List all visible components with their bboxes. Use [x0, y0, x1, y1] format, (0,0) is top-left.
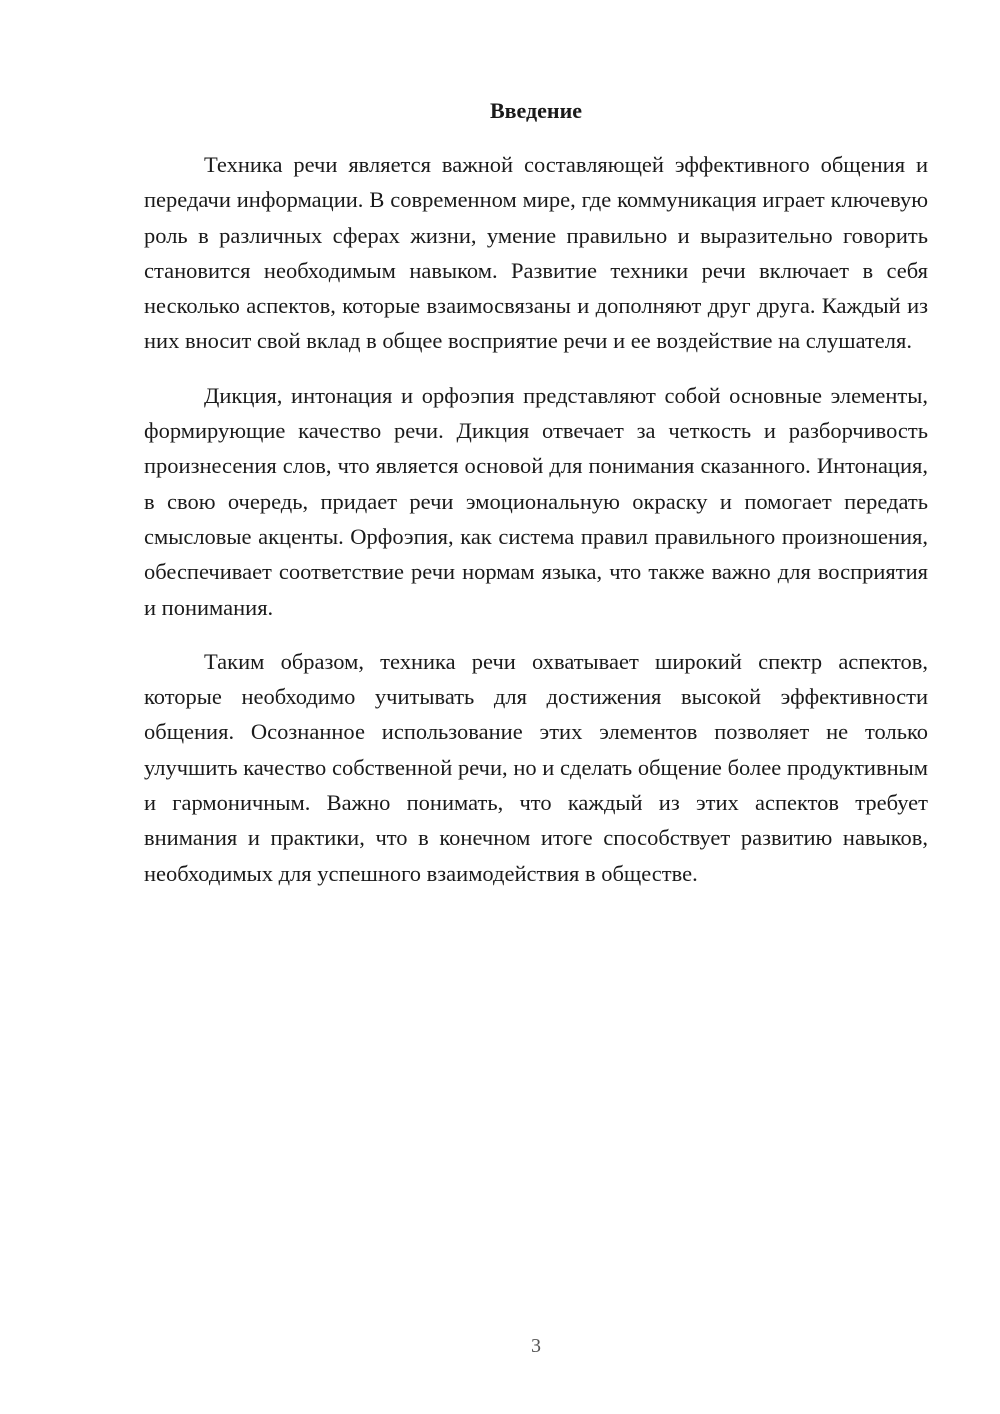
section-heading: Введение — [489, 98, 583, 123]
page-content — [144, 93, 928, 891]
paragraph-1: Техника речи является важной составляющей эффективного общения и передачи информации. В современном мире, где коммуникация играет ключевую роль в различных сферах жизни, умение правильно и выразительно говорить становится необходимым навыком. Развитие техники речи включает в себя несколько аспектов, которые взаимосвязаны и дополняют друг друга. Каждый из них вносит свой вклад в общее восприятие речи и ее воздействие на слушателя. — [144, 152, 928, 354]
paragraph-3: Таким образом, техника речи охватывает широкий спектр аспектов, которые необходимо учитывать для достижения высокой эффективности общения. Осознанное использование этих элементов позволяет не только улучшить качество собственной речи, но и сделать общение более продуктивным и гармоничным. Важно понимать, что каждый из этих аспектов требует внимания и практики, что в конечном итоге способствует развитию навыков, необходимых для успешного взаимодействия в обществе. — [144, 648, 928, 886]
paragraph-2: Дикция, интонация и орфоэпия представляют собой основные элементы, формирующие качество речи. Дикция отвечает за четкость и разборчивость произнесения слов, что является основой для понимания сказанного. Интонация, в свою очередь, придает речи эмоциональную окраску и помогает передать смысловые акценты. Орфоэпия, как система правил правильного произношения, обеспечивает соответствие речи нормам языка, что также важно для восприятия и понимания. — [144, 382, 928, 620]
page-number: 3 — [531, 1335, 541, 1357]
